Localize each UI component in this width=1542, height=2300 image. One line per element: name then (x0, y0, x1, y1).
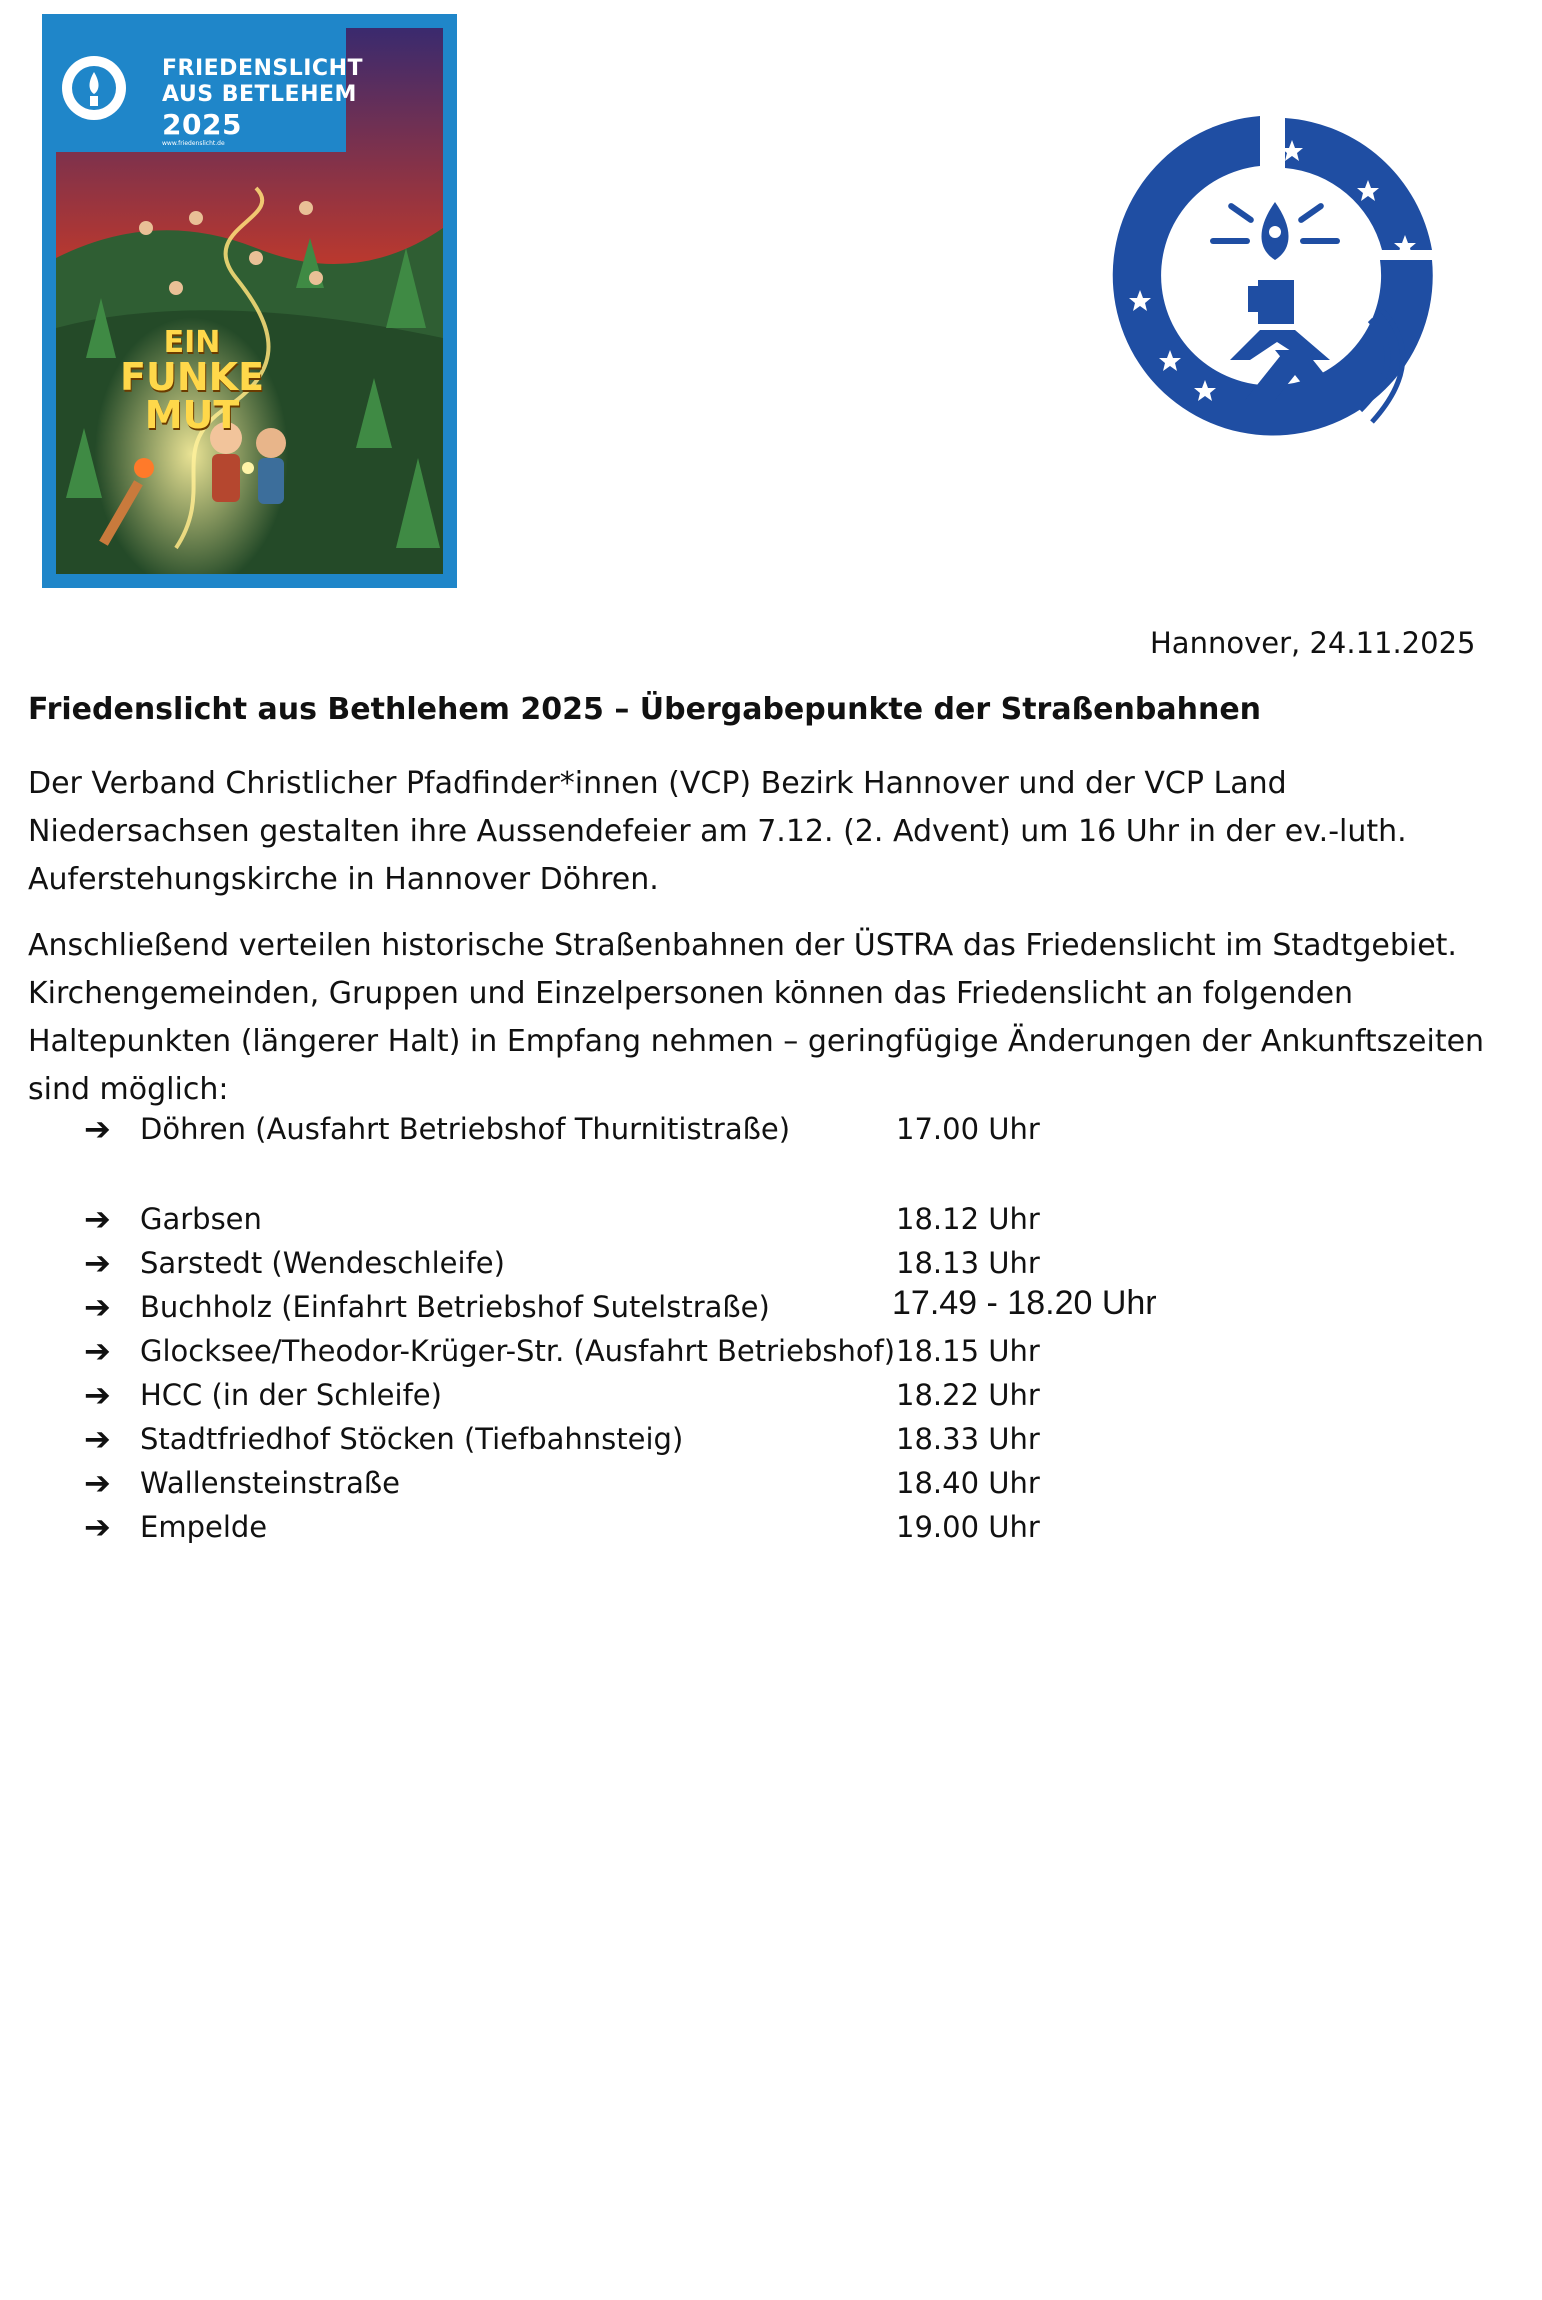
arrow-right-icon: ➔ (84, 1420, 111, 1458)
stop-time: 18.22 Uhr (896, 1378, 1040, 1412)
stop-time: 18.15 Uhr (896, 1334, 1040, 1368)
stop-time: 18.33 Uhr (896, 1422, 1040, 1456)
stop-name: Buchholz (Einfahrt Betriebshof Sutelstraße) (140, 1290, 770, 1324)
list-item (84, 1508, 1184, 1548)
list-item (84, 1110, 1184, 1150)
list-item (84, 1200, 1184, 1240)
poster-illustration (56, 28, 443, 574)
stop-time: 17.00 Uhr (896, 1112, 1040, 1146)
poster-title-line2: AUS BETLEHEM (162, 82, 357, 107)
list-item (84, 1420, 1184, 1460)
stop-time: 17.49 - 18.20 Uhr (892, 1284, 1157, 1322)
poster-image (42, 14, 457, 588)
stop-time: 19.00 Uhr (896, 1510, 1040, 1544)
stop-name: HCC (in der Schleife) (140, 1378, 442, 1412)
stop-name: Döhren (Ausfahrt Betriebshof Thurnitistraße) (140, 1112, 791, 1146)
stop-name: Glocksee/Theodor-Krüger-Str. (Ausfahrt Betriebshof) (140, 1334, 896, 1368)
arrow-right-icon: ➔ (84, 1464, 111, 1502)
stop-name: Stadtfriedhof Stöcken (Tiefbahnsteig) (140, 1422, 684, 1456)
arrow-right-icon: ➔ (84, 1110, 111, 1148)
stop-name: Garbsen (140, 1202, 262, 1236)
poster-slogan-line1: EIN (163, 325, 221, 360)
poster-slogan (120, 325, 265, 437)
arrow-right-icon: ➔ (84, 1332, 111, 1370)
stop-time: 18.13 Uhr (896, 1246, 1040, 1280)
list-item (84, 1464, 1184, 1504)
list-item (84, 1284, 1184, 1328)
arrow-right-icon: ➔ (84, 1288, 111, 1326)
list-item (84, 1332, 1184, 1372)
list-item (84, 1376, 1184, 1416)
poster-slogan-line3: MUT (144, 393, 240, 437)
poster-year: 2025 (162, 108, 242, 141)
intro-paragraph: Der Verband Christlicher Pfadfinder*innen (VCP) Bezirk Hannover und der VCP Land Niedersachsen gestalten ihre Aussendefeier am 7.12. (2. Advent) um 16 Uhr in der ev.-luth. Auferstehungskirche in Hannover Döhren. (28, 766, 1407, 897)
stop-name: Wallensteinstraße (140, 1466, 400, 1500)
distribution-paragraph: Anschließend verteilen historische Straßenbahnen der ÜSTRA das Friedenslicht im Stadtgebiet. Kirchengemeinden, Gruppen und Einzelpersonen können das Friedenslicht an folgenden Haltepunkten (längerer Halt) in Empfang nehmen – geringfügige Änderungen der Ankunftszeiten sind möglich: (28, 928, 1485, 1107)
arrow-right-icon: ➔ (84, 1200, 111, 1238)
page-title: Friedenslicht aus Bethlehem 2025 – Übergabepunkte der Straßenbahnen (28, 692, 1262, 727)
poster-url: www.friedenslicht.de (162, 140, 225, 147)
poster-slogan-line2: FUNKE (120, 355, 265, 399)
stop-time: 18.12 Uhr (896, 1202, 1040, 1236)
poster-title-line1: FRIEDENSLICHT (162, 56, 363, 81)
peace-light-logo-icon (1110, 110, 1440, 450)
arrow-right-icon: ➔ (84, 1376, 111, 1414)
place-date: Hannover, 24.11.2025 (1150, 626, 1476, 660)
stop-time: 18.40 Uhr (896, 1466, 1040, 1500)
arrow-right-icon: ➔ (84, 1244, 111, 1282)
list-item (84, 1244, 1184, 1284)
stop-name: Sarstedt (Wendeschleife) (140, 1246, 505, 1280)
arrow-right-icon: ➔ (84, 1508, 111, 1546)
stop-name: Empelde (140, 1510, 268, 1544)
